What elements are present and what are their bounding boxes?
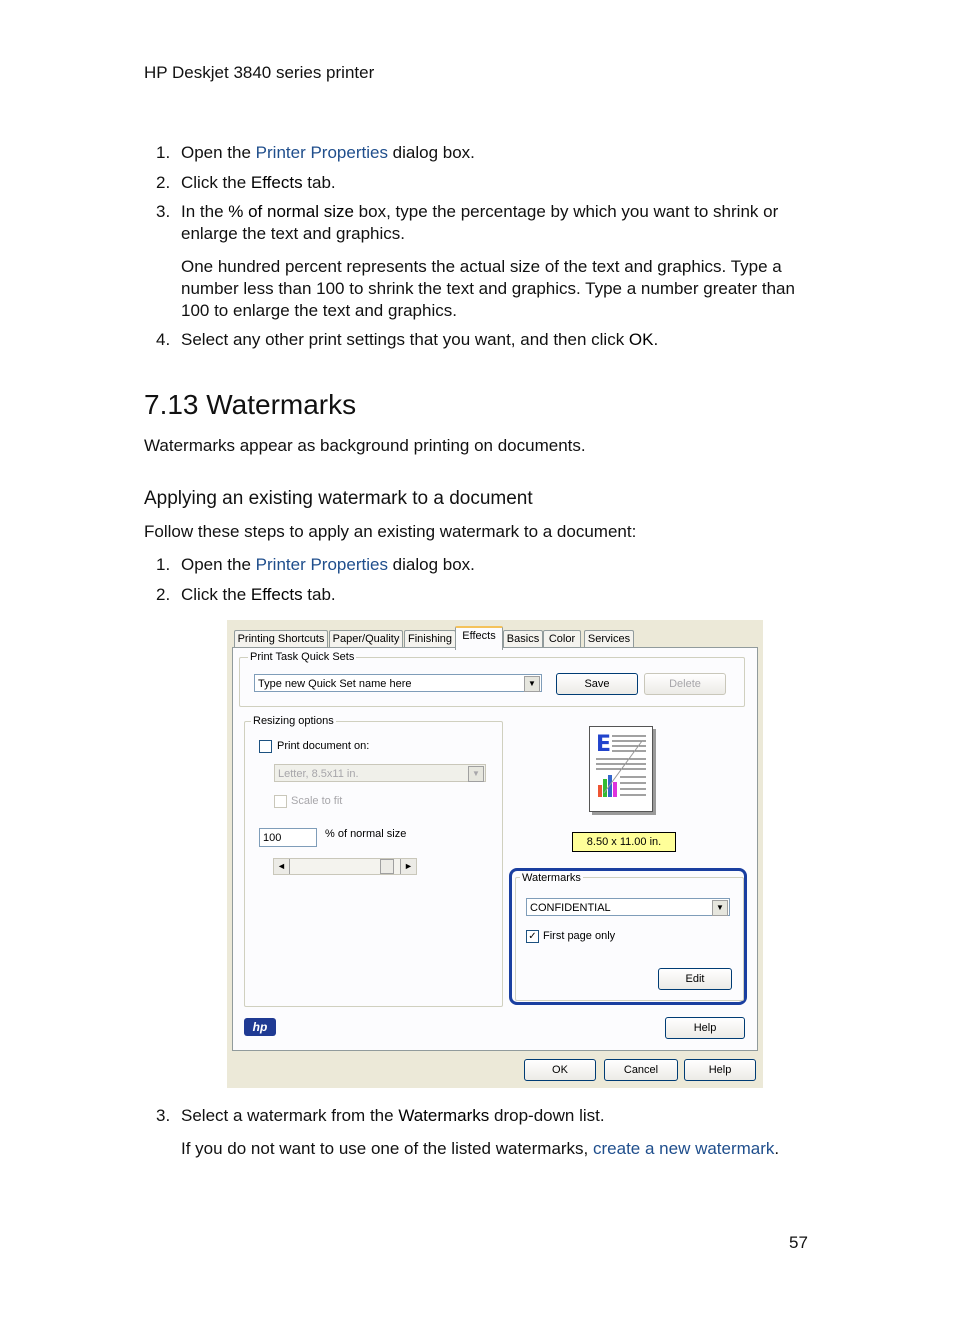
- ui-term: Watermarks: [398, 1106, 490, 1125]
- scale-to-fit-checkbox[interactable]: [274, 795, 287, 808]
- step-text-part: drop-down list.: [489, 1106, 605, 1125]
- paper-size-combo[interactable]: [274, 764, 486, 782]
- step-note: [181, 1138, 821, 1160]
- step-text-part: Open the: [181, 555, 256, 574]
- resizing-options-group: [244, 715, 503, 1007]
- hp-logo: hp: [244, 1018, 276, 1036]
- chevron-down-icon[interactable]: ▼: [468, 766, 484, 782]
- slider-thumb[interactable]: [380, 859, 394, 874]
- step-text-part: dialog box.: [387, 143, 475, 162]
- step-text-part: dialog box.: [387, 555, 475, 574]
- watermark-combo[interactable]: [526, 898, 730, 916]
- step-number: 1.: [156, 143, 171, 162]
- step-text-part: tab.: [302, 173, 336, 192]
- resize-slider[interactable]: [273, 858, 417, 875]
- step-text: [181, 584, 821, 606]
- tab-effects[interactable]: Effects: [455, 626, 503, 650]
- step-text-part: .: [653, 330, 659, 349]
- resizing-options-label: Resizing options: [253, 715, 334, 727]
- ui-term: OK: [628, 330, 654, 349]
- step-text-part: Click the: [181, 173, 251, 192]
- watermarks-group: [515, 872, 744, 1001]
- scale-to-fit-label: Scale to fit: [291, 795, 343, 807]
- ui-term: % of normal size: [228, 202, 354, 221]
- chevron-down-icon[interactable]: ▼: [524, 676, 540, 692]
- step-text: [181, 554, 821, 576]
- step-text-part: Select a watermark from the: [181, 1106, 399, 1125]
- printer-properties-dialog: [227, 620, 763, 1088]
- ui-term: Effects: [250, 585, 303, 604]
- step-text: [181, 172, 821, 194]
- page-number: 57: [789, 1233, 808, 1252]
- printer-properties-link[interactable]: Printer Properties: [255, 555, 388, 574]
- tab-finishing[interactable]: Finishing: [404, 630, 456, 648]
- print-document-on-label: Print document on:: [277, 740, 370, 752]
- section-intro: Watermarks appear as background printing on documents.: [144, 436, 586, 455]
- step-number: 1.: [156, 555, 171, 574]
- arrow-left-icon[interactable]: ◄: [274, 859, 290, 874]
- step-number: 2.: [156, 173, 171, 192]
- effects-panel: [232, 647, 758, 1051]
- watermark-preview-graphic: [590, 727, 652, 811]
- svg-text:E: E: [596, 732, 612, 757]
- save-button[interactable]: Save: [556, 673, 638, 695]
- printer-properties-link[interactable]: Printer Properties: [255, 143, 388, 162]
- tab-paper-quality[interactable]: Paper/Quality: [329, 630, 403, 648]
- paper-size-value: Letter, 8.5x11 in.: [278, 768, 359, 780]
- step-text-part: Select any other print settings that you want, and then click: [181, 330, 629, 349]
- page-preview-icon: [589, 726, 653, 812]
- step-text-part: .: [774, 1139, 780, 1158]
- watermarks-label: Watermarks: [522, 872, 581, 884]
- help-button-inner[interactable]: Help: [665, 1017, 745, 1039]
- quick-sets-label: Print Task Quick Sets: [250, 651, 355, 663]
- quick-set-combo[interactable]: [254, 674, 542, 692]
- step-text-part: In the: [181, 202, 229, 221]
- cancel-button[interactable]: Cancel: [604, 1059, 678, 1081]
- step-note: One hundred percent represents the actual size of the text and graphics. Type a number less than 100 to shrink the text and graphics. Type a number greater than 100 to enlarge the text and graphics.: [181, 257, 795, 320]
- quick-sets-group: [239, 651, 745, 707]
- first-page-only-label: First page only: [543, 930, 616, 942]
- step-number: 3.: [156, 1106, 171, 1125]
- step-text-part: box, type the percentage by which you want to shrink or enlarge the text and graphics.: [181, 202, 779, 243]
- help-button[interactable]: Help: [684, 1059, 756, 1081]
- ok-button[interactable]: OK: [524, 1059, 596, 1081]
- tab-services[interactable]: Services: [584, 630, 634, 648]
- follow-text: Follow these steps to apply an existing watermark to a document:: [144, 522, 637, 541]
- ui-term: Effects: [250, 173, 303, 192]
- step-text-part: If you do not want to use one of the listed watermarks,: [181, 1139, 594, 1158]
- tab-basics[interactable]: Basics: [503, 630, 543, 648]
- tab-printing-shortcuts[interactable]: Printing Shortcuts: [234, 630, 328, 648]
- step-number: 3.: [156, 202, 171, 221]
- arrow-right-icon[interactable]: ►: [400, 859, 416, 874]
- step-text: [181, 201, 821, 245]
- delete-button[interactable]: Delete: [644, 673, 726, 695]
- create-watermark-link[interactable]: create a new watermark: [593, 1139, 775, 1158]
- subheading: Applying an existing watermark to a document: [144, 488, 533, 509]
- watermark-value: CONFIDENTIAL: [530, 902, 611, 914]
- step-text: [181, 142, 821, 164]
- section-heading: 7.13 Watermarks: [144, 389, 357, 420]
- step-number: 4.: [156, 330, 171, 349]
- print-document-on-checkbox[interactable]: [259, 740, 272, 753]
- edit-button[interactable]: Edit: [658, 968, 732, 990]
- first-page-only-checkbox[interactable]: ✓: [526, 930, 539, 943]
- step-text-part: Open the: [181, 143, 256, 162]
- step-text: [181, 329, 821, 351]
- paper-size-badge: 8.50 x 11.00 in.: [572, 832, 676, 852]
- percent-input[interactable]: 100: [259, 828, 317, 847]
- step-text: [181, 1105, 821, 1127]
- chevron-down-icon[interactable]: ▼: [712, 900, 728, 916]
- running-header: HP Deskjet 3840 series printer: [144, 63, 375, 82]
- step-text-part: tab.: [302, 585, 336, 604]
- step-text-part: Click the: [181, 585, 251, 604]
- percent-label: % of normal size: [325, 828, 407, 840]
- tab-color[interactable]: Color: [543, 630, 581, 648]
- step-number: 2.: [156, 585, 171, 604]
- quick-set-value: Type new Quick Set name here: [258, 678, 412, 690]
